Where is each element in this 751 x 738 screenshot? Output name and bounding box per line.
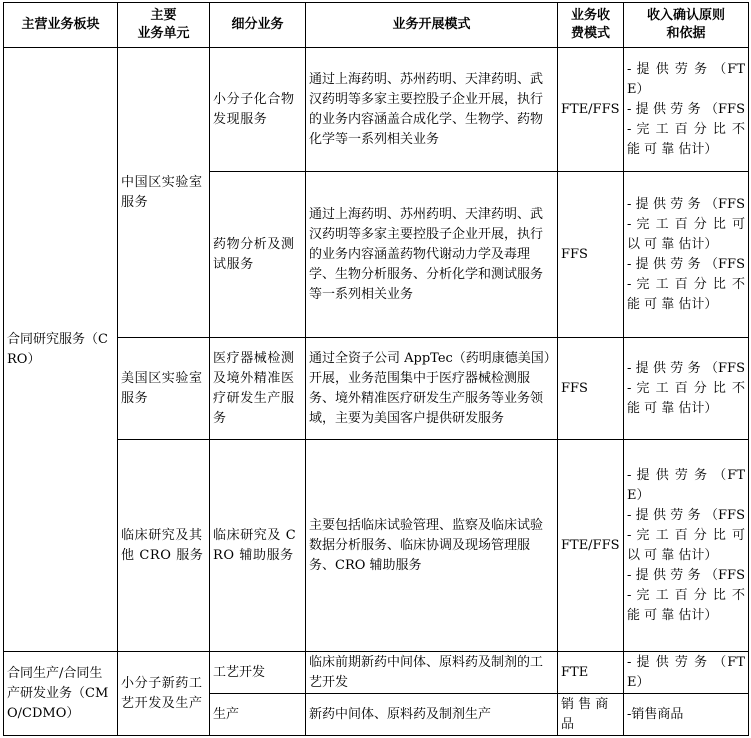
revenue-process: - 提 供 劳 务 （FTE） bbox=[624, 652, 749, 694]
sub-production: 生产 bbox=[210, 694, 306, 736]
unit-china-lab bbox=[118, 48, 210, 338]
fee-us-lab: FFS bbox=[558, 338, 624, 440]
table-row bbox=[4, 48, 749, 172]
header-revenue-principle: 收入确认原则 和依据 bbox=[624, 3, 749, 48]
revenue-line: - 提 供 劳 务 （FTE） bbox=[627, 467, 745, 503]
model-small-molecule: 通过上海药明、苏州药明、天津药明、武汉药明等多家主要控股子企业开展，执行的业务内容涵盖合成化学、生物学、药物化学等一系列相关业务 bbox=[306, 48, 558, 172]
sub-us-lab bbox=[210, 338, 306, 440]
revenue-line: - 提 供 劳 务 （FFS- 完 工 百 分 比 可 以 可 靠 估计） bbox=[627, 507, 745, 563]
revenue-us-lab bbox=[624, 338, 749, 440]
revenue-line: - 提 供 劳 务 （FFS- 完 工 百 分 比 可 以 可 靠 估计） bbox=[627, 196, 745, 252]
model-process: 临床前期新药中间体、原料药及制剂的工艺开发 bbox=[306, 652, 558, 694]
table-row bbox=[4, 652, 749, 694]
revenue-line: - 提 供 劳 务 （FFS- 完 工 百 分 比 不 能 可 靠 估计） bbox=[627, 101, 745, 157]
unit-us-lab-label: 美国区实验室服务 bbox=[121, 370, 203, 406]
header-business-model: 业务开展模式 bbox=[306, 3, 558, 48]
sub-analysis bbox=[210, 172, 306, 338]
sub-small-molecule bbox=[210, 48, 306, 172]
unit-clinical bbox=[118, 440, 210, 652]
revenue-production: -销售商品 bbox=[624, 694, 749, 736]
model-analysis: 通过上海药明、苏州药明、天津药明、武汉药明等多家主要控股子企业开展，执行的业务内容涵盖药物代谢动力学及毒理学、生物分析服务、分析化学和测试服务等一系列相关业务 bbox=[306, 172, 558, 338]
model-us-lab: 通过全资子公司 AppTec（药明康德美国）开展，业务范围集中于医疗器械检测服务、境外精准医疗研发生产服务等业务领域，主要为美国客户提供研发服务 bbox=[306, 338, 558, 440]
unit-cmo bbox=[118, 652, 210, 736]
revenue-clinical bbox=[624, 440, 749, 652]
sub-analysis-label: 药物分析及测试服务 bbox=[213, 236, 295, 272]
header-row bbox=[4, 3, 749, 48]
model-production: 新药中间体、原料药及制剂生产 bbox=[306, 694, 558, 736]
model-clinical: 主要包括临床试验管理、监察及临床试验数据分析服务、临床协调及现场管理服务、CRO 辅助服务 bbox=[306, 440, 558, 652]
fee-process: FTE bbox=[558, 652, 624, 694]
fee-clinical: FTE/FFS bbox=[558, 440, 624, 652]
header-sub-business: 细分业务 bbox=[210, 3, 306, 48]
revenue-analysis bbox=[624, 172, 749, 338]
business-model-table bbox=[3, 2, 749, 736]
sub-us-lab-label: 医疗器械检测及境外精准医疗研发生产服务 bbox=[213, 350, 295, 426]
unit-cmo-label: 小分子新药工艺开发及生产 bbox=[121, 675, 203, 711]
unit-china-lab-label: 中国区实验室服务 bbox=[121, 174, 203, 210]
revenue-line: - 提 供 劳 务 （FFS- 完 工 百 分 比 不 能 可 靠 估计） bbox=[627, 256, 745, 312]
unit-us-lab bbox=[118, 338, 210, 440]
unit-clinical-label: 临床研究及其他 CRO 服务 bbox=[121, 527, 204, 563]
header-unit: 主要 业务单元 bbox=[118, 3, 210, 48]
sub-small-molecule-label: 小分子化合物发现服务 bbox=[213, 91, 295, 127]
segment-cro: 合同研究服务（CRO） bbox=[4, 48, 118, 652]
revenue-small-molecule bbox=[624, 48, 749, 172]
fee-small-molecule: FTE/FFS bbox=[558, 48, 624, 172]
sub-process: 工艺开发 bbox=[210, 652, 306, 694]
revenue-line: - 提 供 劳 务 （FTE） bbox=[627, 61, 745, 97]
sub-clinical bbox=[210, 440, 306, 652]
revenue-line: - 提 供 劳 务 （FFS- 完 工 百 分 比 不 能 可 靠 估计） bbox=[627, 567, 745, 623]
fee-production: 销 售 商 品 bbox=[558, 694, 624, 736]
segment-cmo: 合同生产/合同生产研发业务（CMO/CDMO） bbox=[4, 652, 118, 736]
revenue-line: - 提 供 劳 务 （FFS- 完 工 百 分 比 不 能 可 靠 估计） bbox=[627, 360, 745, 416]
fee-analysis: FFS bbox=[558, 172, 624, 338]
header-segment: 主营业务板块 bbox=[4, 3, 118, 48]
sub-clinical-label: 临床研究及 CRO 辅助服务 bbox=[213, 527, 297, 563]
header-fee-model: 业务收 费模式 bbox=[558, 3, 624, 48]
